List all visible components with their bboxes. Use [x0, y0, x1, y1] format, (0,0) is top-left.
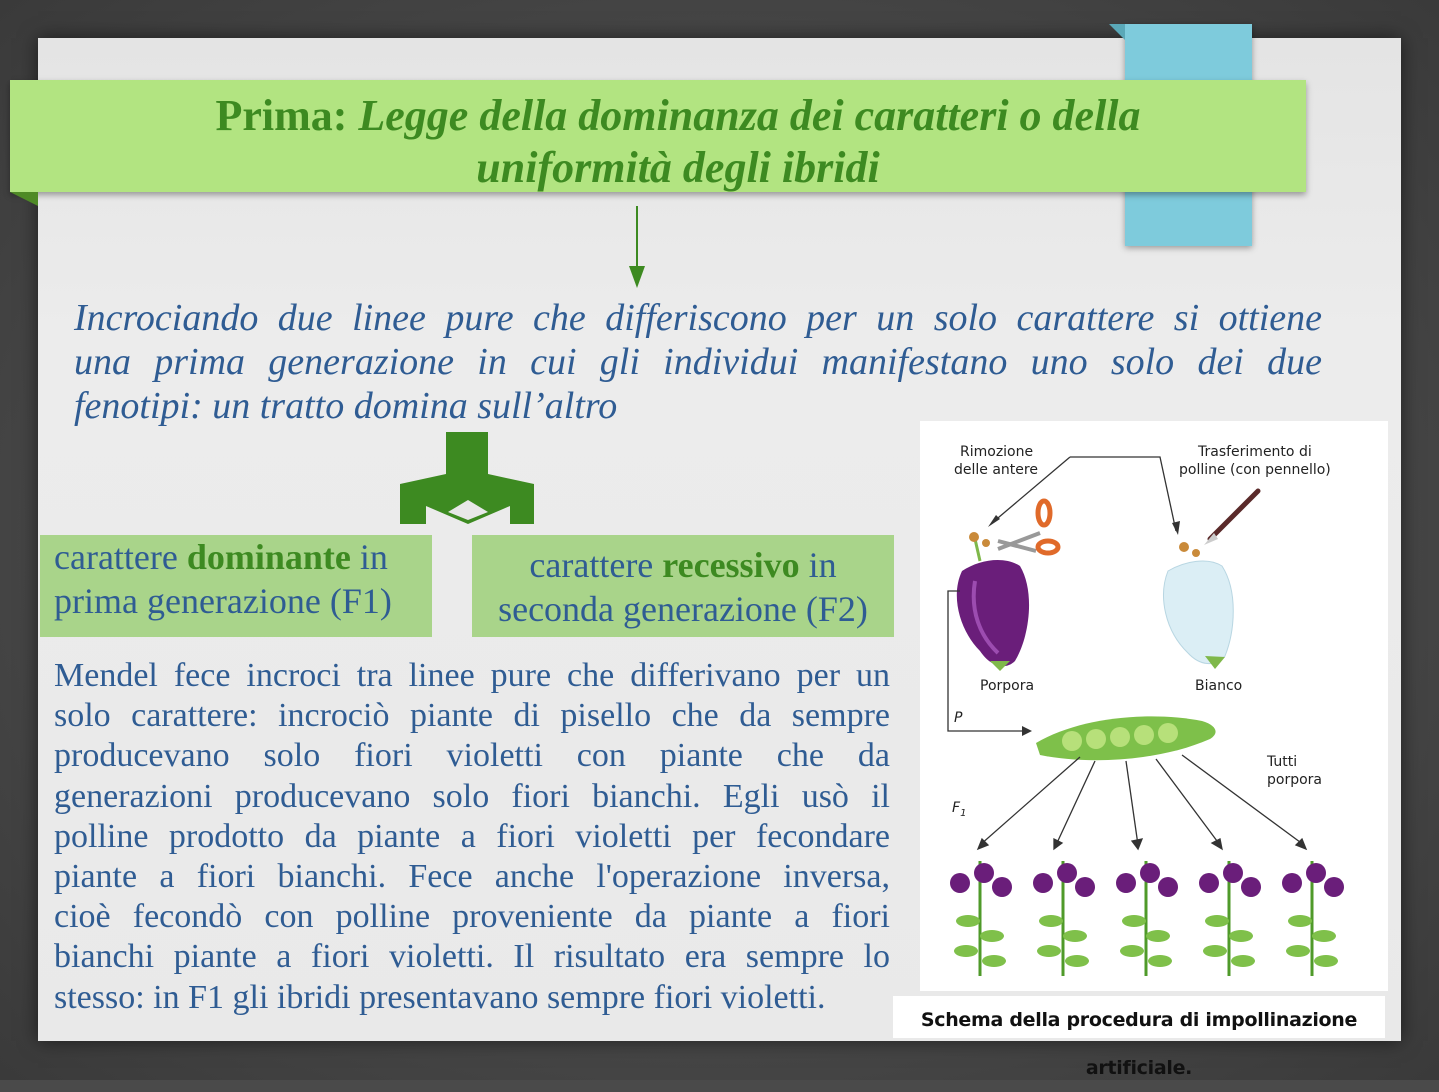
label-white: Bianco: [1195, 678, 1243, 694]
dominant-post: in: [359, 537, 388, 577]
pea-pod-icon: [1036, 716, 1216, 760]
figure-caption: Schema della procedura di impollinazione artificiale.: [893, 996, 1385, 1038]
title-prefix: Prima:: [215, 91, 348, 140]
intro-line: fenotipi: un tratto domina sull’altro: [74, 385, 618, 427]
dominant-box: [40, 535, 432, 637]
label-transfer-2: polline (con pennello): [1179, 462, 1331, 478]
body-paragraph: [54, 656, 890, 1018]
intro-line: Incrociando due linee pure che differiscono per un solo carattere si ottiene: [74, 297, 1322, 339]
body-line: Mendel fece incroci tra linee pure che differivano per un: [54, 657, 890, 694]
purple-flower-icon: [957, 532, 1029, 671]
body-line: polline prodotto da piante a fiori violetti per fecondare: [54, 817, 890, 855]
title-band-fold: [10, 192, 38, 206]
body-line: generazioni producevano solo fiori bianchi. Egli usò il: [54, 777, 890, 815]
label-all-1: Tutti: [1267, 754, 1298, 770]
title-line1: Legge della dominanza dei caratteri o della: [358, 91, 1141, 140]
body-line: stesso: in F1 gli ibridi presentavano sempre fiori violetti.: [54, 978, 826, 1016]
label-p: P: [954, 710, 963, 726]
recessive-pre: carattere: [529, 545, 654, 585]
label-removal-1: Rimozione: [960, 444, 1034, 460]
dominant-pre: carattere: [54, 537, 178, 577]
intro-paragraph: [74, 296, 1322, 428]
pollination-figure: [920, 421, 1388, 991]
body-line: piante a fiori bianchi. Fece anche l'operazione inversa,: [54, 858, 890, 896]
body-line: solo carattere: incrociò piante di pisello che da sempre: [54, 697, 890, 735]
label-all-2: porpora: [1267, 772, 1322, 788]
label-transfer-1: Trasferimento di: [1198, 444, 1312, 460]
label-removal-2: delle antere: [954, 462, 1038, 478]
recessive-box: [472, 535, 894, 637]
label-purple: Porpora: [980, 678, 1035, 694]
brush-icon: [1204, 491, 1258, 545]
dominant-bold: dominante: [186, 537, 351, 577]
scissors-icon: [998, 501, 1058, 553]
slide-title: [130, 90, 1226, 194]
pollination-diagram: [920, 421, 1388, 991]
dominant-line2: prima generazione (F1): [54, 581, 392, 621]
body-line: producevano solo fiori violetti con piante che da: [54, 737, 890, 775]
body-line: bianchi piante a fiori violetti. Il risultato era sempre lo: [54, 938, 890, 976]
white-flower-icon: [1164, 542, 1234, 669]
recessive-post: in: [808, 545, 837, 585]
title-line2: uniformità degli ibridi: [476, 143, 880, 192]
down-arrow-icon: [629, 266, 645, 288]
split-arrow-icon: [398, 432, 538, 528]
intro-line: una prima generazione in cui gli individui manifestano uno solo dei due: [74, 341, 1322, 383]
f1-plants-icon: [950, 861, 1344, 976]
down-arrow-line: [636, 206, 638, 270]
label-f1-letter: F: [952, 800, 961, 816]
recessive-bold: recessivo: [662, 545, 800, 585]
label-f1-sub: 1: [960, 807, 967, 819]
body-line: cioè fecondò con polline proveniente da piante a fiori: [54, 898, 890, 936]
recessive-line2: seconda generazione (F2): [498, 589, 868, 629]
label-f1: [952, 799, 966, 823]
